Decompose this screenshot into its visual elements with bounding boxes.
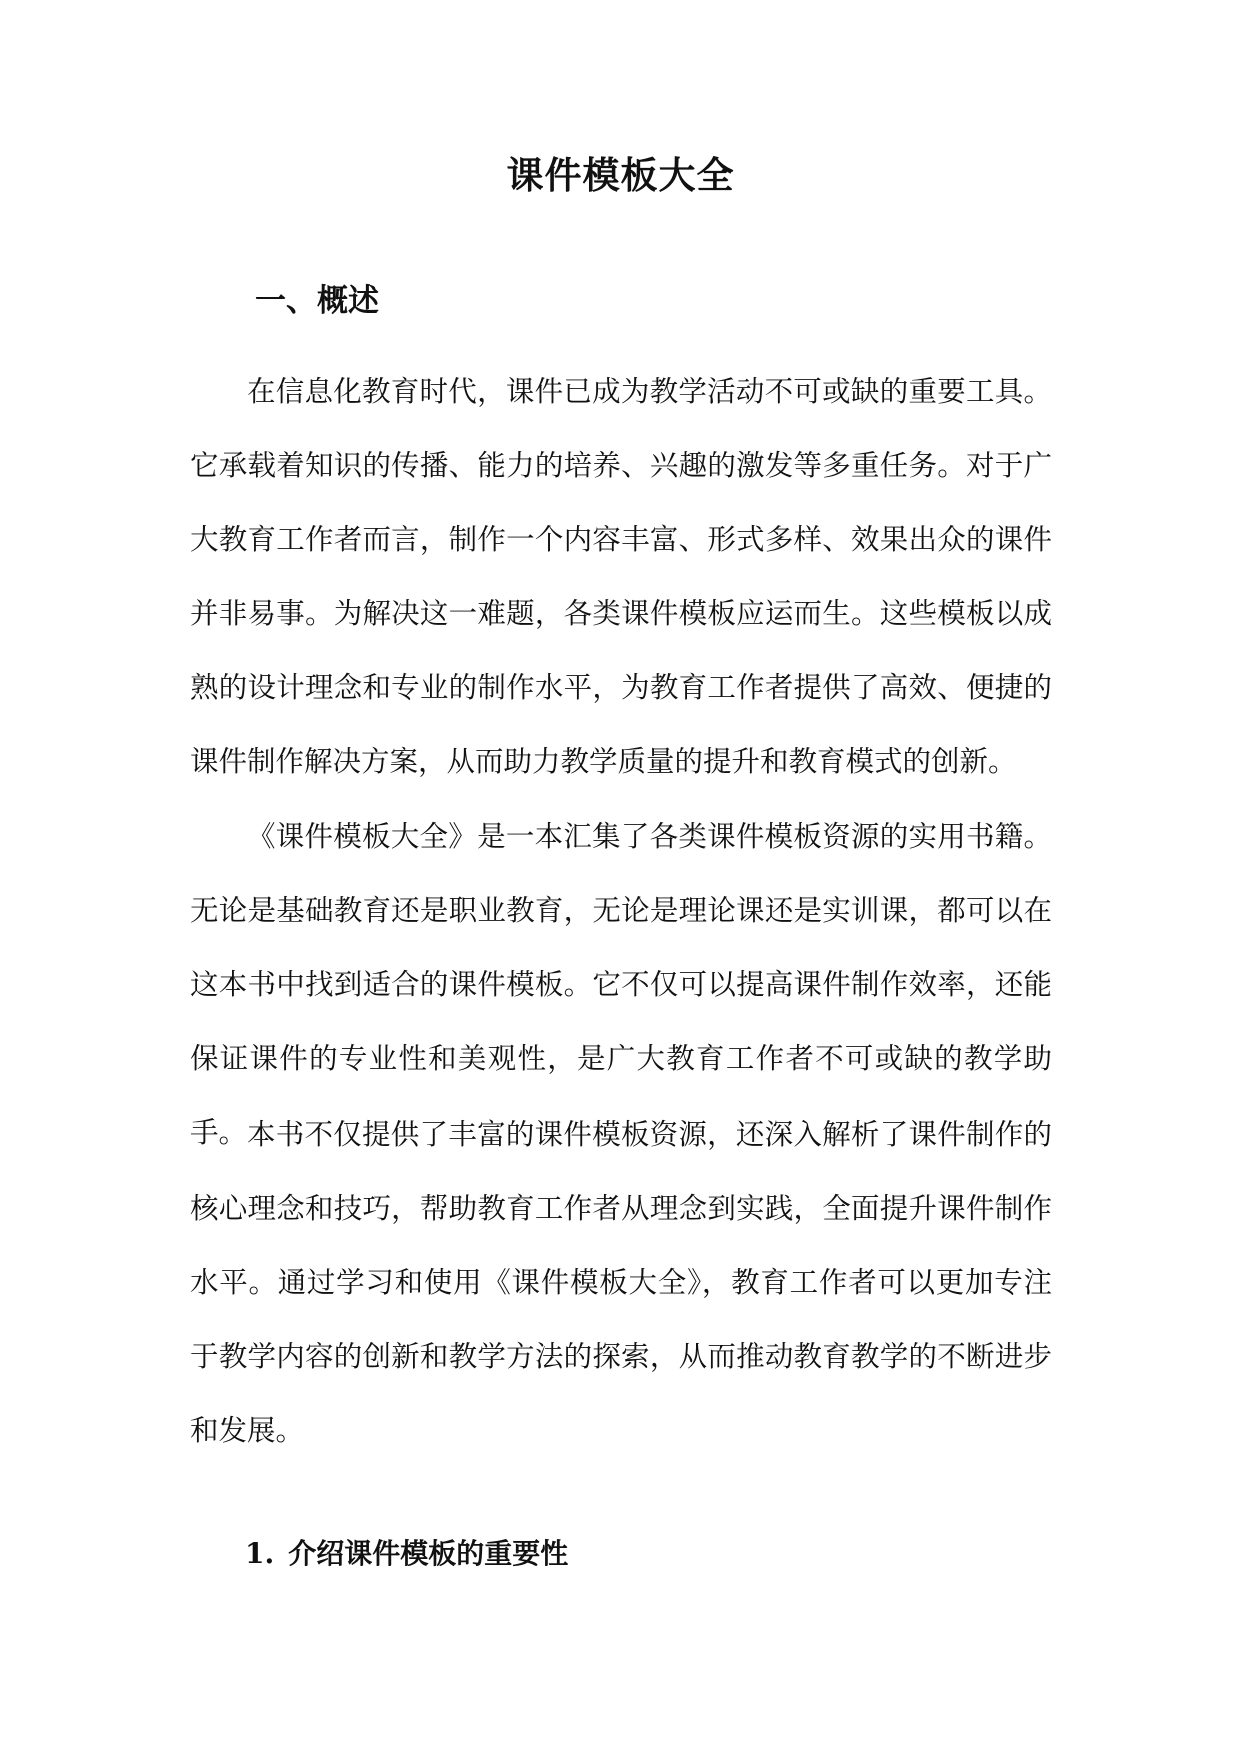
section-heading: 一、概述 — [255, 283, 379, 319]
paragraph-text: 本书不仅提供了丰富的课件模板资源，还深入解析了课件制作的核心理念和技巧，帮助教育工作者从理念到实践，全面提升课件制作水平。通过学习和使用《课件模板大全》，教育工作者可以更加专注于教学内容的创新和教学方法的探索，从而推动教育教学的不断进步和发展。 — [190, 1118, 1052, 1447]
body-paragraph — [190, 1098, 1052, 1468]
paragraph-text: 《课件模板大全》是一本汇集了各类课件模板资源的实用书籍。无论是基础教育还是职业教育，无论是理论课还是实训课，都可以在这本书中找到适合的课件模板。它不仅可以提高课件制作效率，还能保证课件的专业性和美观性，是广大教育工作者不可或缺的教学助手。 — [190, 820, 1052, 1149]
paragraph-text: 在信息化教育时代，课件已成为教学活动不可或缺的重要工具。它承载着知识的传播、能力的培养、兴趣的激发等多重任务。对于广大教育工作者而言，制作一个内容丰富、形式多样、效果出众的课件并非易事。为解决这一难题，各类课件模板应运而生。这些模板以成熟的设计理念和专业的制作水平，为教育工作者提供了高效、便捷的课件制作解决方案，从而助力教学质量的提升和教育模式的创新。 — [190, 375, 1052, 778]
document-title: 课件模板大全 — [506, 153, 735, 197]
subsection-number: 1. — [245, 1537, 275, 1570]
body-paragraph — [190, 355, 1052, 799]
subsection-title: 介绍课件模板的重要性 — [288, 1537, 569, 1570]
subsection-heading — [245, 1532, 568, 1576]
